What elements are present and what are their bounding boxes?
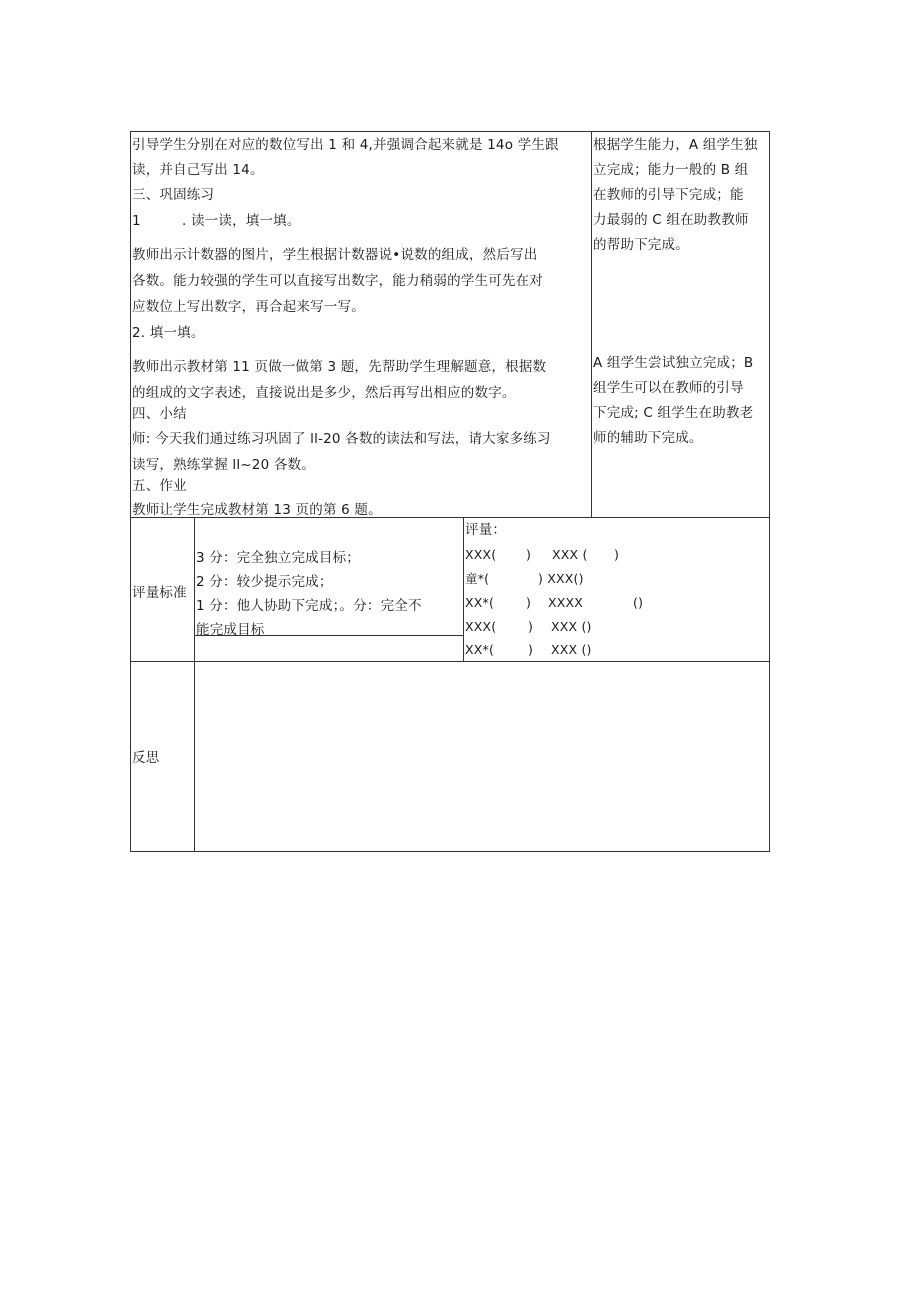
table-border-bottom: [130, 851, 770, 852]
section-heading: 三、巩固练习: [132, 187, 215, 203]
rating-blank: ): [528, 642, 534, 657]
divider-process-right: [591, 131, 592, 518]
rating-name: XXX (: [552, 547, 588, 562]
rating-name: XXXX: [548, 595, 584, 610]
group-note-line: 根据学生能力，A 组学生独: [593, 137, 758, 153]
process-line: 的组成的文字表述，直接说出是多少，然后再写出相应的数字。: [132, 385, 516, 401]
assessment-label: 评量标准: [132, 585, 187, 601]
table-border-right: [769, 131, 770, 852]
criteria-line: 1 分：他人协助下完成；。分：完全不: [196, 598, 422, 614]
rating-blank: ) XXX(): [538, 571, 584, 586]
group-note-line: 下完成; C 组学生在助教老: [593, 405, 754, 421]
group-note-line: 在教师的引导下完成；能: [593, 187, 744, 203]
group-note-line: 师的辅助下完成。: [593, 430, 703, 446]
exercise-title: . 读一读，填一填。: [182, 213, 301, 229]
section-heading: 四、小结: [132, 406, 187, 422]
group-note-line: 组学生可以在教师的引导: [593, 380, 744, 396]
divider-criteria-col: [463, 517, 464, 662]
process-line: 引导学生分别在对应的数位写出 1 和 4,并强调合起来就是 14o 学生跟: [132, 137, 559, 153]
process-line: 师: 今天我们通过练习巩固了 ll-20 各数的读法和写法，请大家多练习: [132, 431, 551, 447]
group-note-line: 的帮助下完成。: [593, 237, 689, 253]
rating-blank: ): [526, 595, 532, 610]
criteria-line: 2 分：较少提示完成；: [196, 574, 333, 590]
process-line: 读，并自己写出 14。: [132, 162, 264, 178]
exercise-title: 2. 填一填。: [132, 325, 205, 341]
rating-blank: (): [633, 595, 644, 610]
rating-name: XX*(: [465, 642, 495, 657]
rating-title: 评量：: [465, 522, 507, 538]
rating-name: XX*(: [465, 595, 495, 610]
criteria-line: 3 分：完全独立完成目标；: [196, 550, 360, 566]
group-note-line: A 组学生尝试独立完成；B: [593, 355, 754, 371]
rating-blank: ): [614, 547, 620, 562]
rating-name: XXX (): [551, 619, 592, 634]
process-line: 各数。能力较强的学生可以直接写出数字，能力稍弱的学生可先在对: [132, 273, 543, 289]
table-border-left: [130, 131, 131, 852]
process-line: 教师让学生完成教材第 13 页的第 6 题。: [132, 502, 382, 518]
rating-name: XXX (): [551, 642, 592, 657]
criteria-line: 能完成目标: [196, 622, 265, 638]
rating-name: XXX(: [465, 619, 497, 634]
rating-name: 童*(: [465, 571, 490, 586]
divider-label-col: [194, 517, 195, 852]
process-line: 应数位上写出数字，再合起来写一写。: [132, 299, 365, 315]
process-line: 教师出示计数器的图片，学生根据计数器说•说数的组成，然后写出: [132, 247, 538, 263]
rating-name: XXX(: [465, 547, 497, 562]
group-note-line: 力最弱的 C 组在助教教师: [593, 212, 749, 228]
process-line: 教师出示教材第 11 页做一做第 3 题，先帮助学生理解题意，根据数: [132, 359, 547, 375]
section-heading: 五、作业: [132, 478, 187, 494]
rating-blank: ): [528, 619, 534, 634]
group-note-line: 立完成；能力一般的 B 组: [593, 162, 749, 178]
process-line: 读写，熟练掌握 ll~20 各数。: [132, 457, 315, 473]
reflection-label: 反思: [132, 750, 160, 766]
rating-blank: ): [526, 547, 532, 562]
divider-row-2: [130, 661, 770, 662]
exercise-number: 1: [132, 213, 141, 229]
